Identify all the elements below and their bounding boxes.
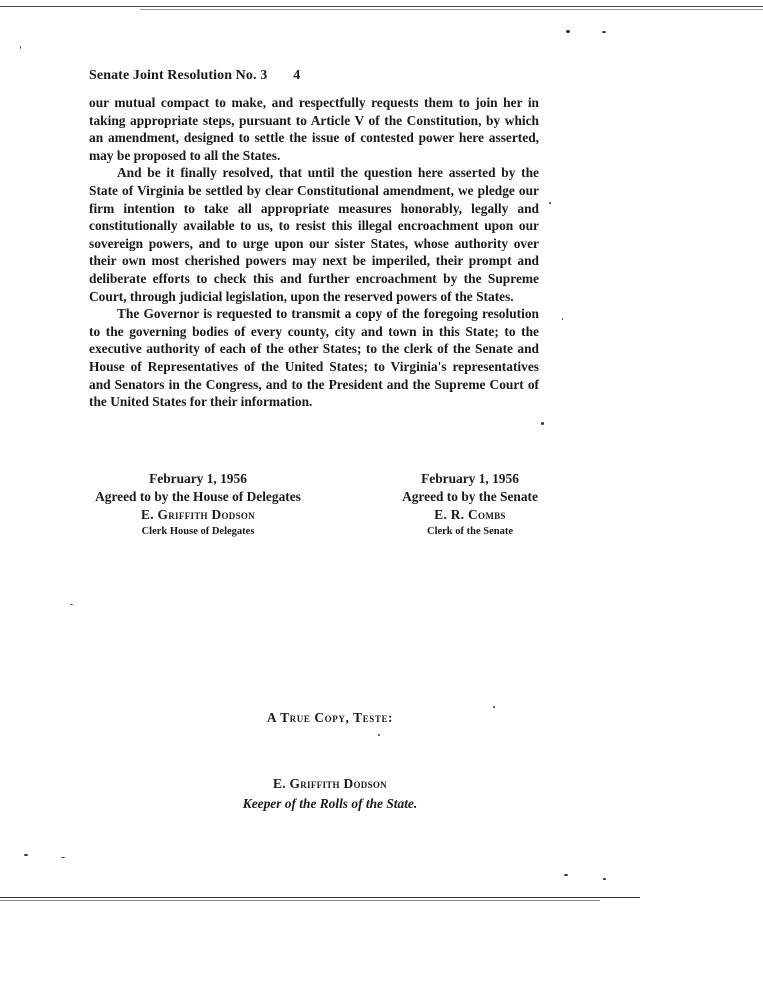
- body-paragraph: And be it finally resolved, that until the question here asserted by the State of Virginia be settled by clear Constitutional amendment, we pledge our firm intention to take all appropriate measures honorably, legally and constitutionally available to us, to resist this illegal encroachment upon our sovereign powers, and to urge upon our sister States, whose authority over their own most cherished powers may next be imperiled, their prompt and deliberate efforts to check this and further encroachment by the Supreme Court, through judicial legislation, upon the reserved powers of the States.: [89, 165, 539, 304]
- scan-speck: [602, 31, 606, 33]
- bottom-border-line-secondary: [0, 900, 600, 901]
- scan-speck: [603, 878, 606, 880]
- scan-speck: [24, 854, 28, 856]
- top-border-line-secondary: [140, 9, 763, 10]
- top-border-line: [0, 6, 763, 7]
- resolution-title: Senate Joint Resolution No. 3: [89, 68, 268, 83]
- senate-signature-block: [390, 470, 550, 540]
- house-date: February 1, 1956: [149, 471, 247, 486]
- scan-speck: [564, 874, 568, 876]
- keeper-name: E. Griffith Dodson: [273, 776, 387, 791]
- scan-speck: [70, 604, 73, 605]
- scan-speck: [20, 46, 21, 49]
- scan-speck: [549, 202, 551, 204]
- senate-agreed-line: Agreed to by the Senate: [402, 489, 538, 504]
- scan-speck: [493, 706, 495, 708]
- resolution-body: [89, 94, 539, 411]
- senate-clerk-title: Clerk of the Senate: [426, 526, 514, 537]
- scan-speck: [566, 30, 570, 33]
- house-agreed-line: Agreed to by the House of Delegates: [95, 489, 301, 504]
- house-clerk-name: E. Griffith Dodson: [141, 507, 255, 522]
- true-copy-line: A True Copy, Teste:: [266, 710, 394, 725]
- keeper-title: Keeper of the Rolls of the State.: [242, 796, 418, 811]
- scan-speck: [541, 422, 544, 425]
- house-clerk-title: Clerk House of Delegates: [141, 526, 255, 537]
- bottom-border-line: [0, 897, 640, 898]
- page-number: 4: [293, 68, 301, 83]
- house-signature-block: [88, 470, 308, 540]
- body-paragraph: our mutual compact to make, and respectfully requests them to join her in taking appropriate steps, pursuant to Article V of the Constitution, by which an amendment, designed to settle the issue of contested power here asserted, may be proposed to all the States.: [89, 95, 539, 163]
- senate-clerk-name: E. R. Combs: [434, 507, 506, 522]
- scan-speck: [61, 857, 65, 858]
- scan-speck: [562, 318, 563, 320]
- scan-speck: [378, 734, 380, 736]
- page-header: [89, 68, 300, 84]
- senate-date: February 1, 1956: [421, 471, 519, 486]
- body-paragraph: The Governor is requested to transmit a copy of the foregoing resolution to the governing bodies of every county, city and town in this State; to the executive authority of each of the other States; to the clerk of the Senate and House of Representatives of the United States; to Virginia's representatives and Senators in the Congress, and to the President and the Supreme Court of the United States for their information.: [89, 306, 539, 410]
